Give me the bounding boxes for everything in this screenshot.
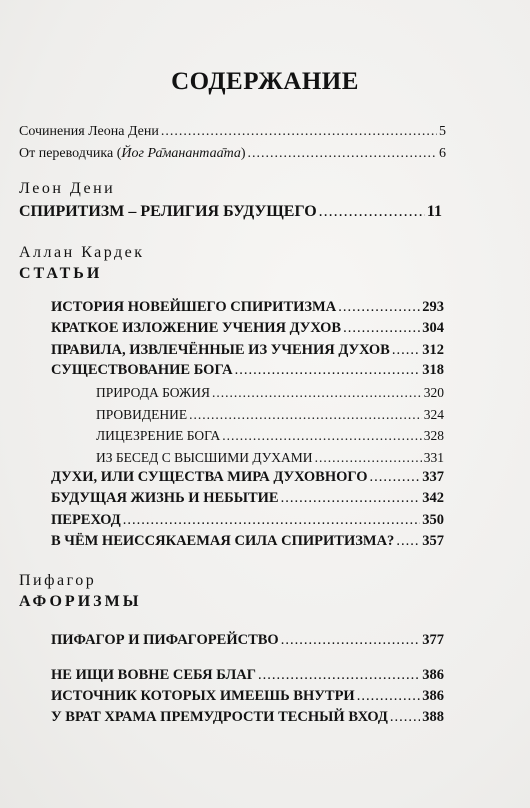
toc-entry-page: 337 [422,469,444,485]
dot-leader [235,362,421,379]
page-title: СОДЕРЖАНИЕ [171,68,359,95]
toc-entry-title: СУЩЕСТВОВАНИЕ БОГА [51,362,233,378]
dot-leader [315,450,422,466]
toc-entry [51,362,444,379]
toc-entry-page: 11 [426,203,442,220]
toc-entry [51,667,444,684]
toc-entry [51,688,444,705]
author-heading: Аллан Кардек [19,244,145,261]
author-heading: Пифагор [19,572,97,589]
toc-entry-page: 377 [422,632,444,648]
toc-entry [51,709,444,726]
toc-entry-title: В ЧЁМ НЕИССЯКАЕМАЯ СИЛА СПИРИТИЗМА? [51,533,395,549]
toc-entry-page: 328 [423,428,444,443]
toc-entry [51,512,444,529]
toc-entry-title: СПИРИТИЗМ – РЕЛИГИЯ БУДУЩЕГО [19,203,317,220]
toc-entry-title: ДУХИ, ИЛИ СУЩЕСТВА МИРА ДУХОВНОГО [51,469,368,485]
section-heading: СТАТЬИ [19,265,103,282]
toc-entry-title: Сочинения Леона Дени [19,124,159,139]
toc-subentry [96,450,444,466]
toc-entry-page: 304 [422,320,444,336]
toc-entry [51,490,444,507]
toc-entry-page: 342 [422,490,444,506]
toc-entry-title: От переводчика (Йог Ра̄манантаа̄та) [19,146,246,161]
toc-entry [51,632,444,649]
toc-entry-page: 6 [439,146,446,161]
toc-entry-title: ПРИРОДА БОЖИЯ [96,385,211,400]
toc-entry-page: 357 [422,533,444,549]
dot-leader [281,490,421,507]
toc-entry-page: 331 [423,450,444,465]
toc-subentry [96,428,444,444]
dot-leader [212,385,422,401]
toc-entry-title: КРАТКОЕ ИЗЛОЖЕНИЕ УЧЕНИЯ ДУХОВ [51,320,342,336]
toc-entry [51,469,444,486]
dot-leader [343,320,420,337]
toc-entry-title: ПЕРЕХОД [51,512,121,528]
toc-entry-title: ИСТОРИЯ НОВЕЙШЕГО СПИРИТИЗМА [51,299,337,315]
dot-leader [189,407,422,423]
toc-entry-title: У ВРАТ ХРАМА ПРЕМУДРОСТИ ТЕСНЫЙ ВХОД [51,709,388,725]
dot-leader [319,203,425,221]
toc-entry-title: ПРАВИЛА, ИЗВЛЕЧЁННЫЕ ИЗ УЧЕНИЯ ДУХОВ [51,342,390,358]
toc-entry-title: ЛИЦЕЗРЕНИЕ БОГА [96,428,221,443]
toc-entry-page: 386 [422,667,444,683]
toc-entry-page: 293 [422,299,444,315]
dot-leader [123,512,421,529]
toc-entry-page: 312 [422,342,444,358]
toc-entry [51,320,444,337]
dot-leader [370,469,421,486]
toc-subentry [96,407,444,423]
dot-leader [338,299,420,316]
dot-leader [357,688,421,705]
toc-entry [19,124,446,140]
toc-entry-page: 324 [423,407,444,422]
toc-entry-title: ИСТОЧНИК КОТОРЫХ ИМЕЕШЬ ВНУТРИ [51,688,355,704]
toc-entry [51,533,444,550]
dot-leader [161,124,437,140]
toc-entry [19,146,446,162]
toc-entry-title: ПИФАГОР И ПИФАГОРЕЙСТВО [51,632,279,648]
translator-name: Йог Ра̄манантаа̄та [121,146,241,161]
toc-entry-title: ПРОВИДЕНИЕ [96,407,188,422]
toc-subentry [96,385,444,401]
toc-entry-page: 386 [422,688,444,704]
dot-leader [258,667,420,684]
toc-entry-page: 5 [439,124,446,139]
toc-entry-title: НЕ ИЩИ ВОВНЕ СЕБЯ БЛАГ [51,667,256,683]
toc-entry [51,299,444,316]
dot-leader [248,146,437,162]
toc-entry [51,342,444,359]
section-heading: АФОРИЗМЫ [19,593,142,610]
toc-entry-title: ИЗ БЕСЕД С ВЫСШИМИ ДУХАМИ [96,450,313,465]
author-heading: Леон Дени [19,180,116,197]
toc-entry-page: 320 [423,385,444,400]
toc-entry-page: 388 [422,709,444,725]
dot-leader [390,709,420,726]
dot-leader [281,632,421,649]
toc-entry-page: 318 [422,362,444,378]
toc-entry-title: БУДУЩАЯ ЖИЗНЬ И НЕБЫТИЕ [51,490,279,506]
dot-leader [392,342,420,359]
dot-leader [396,533,420,550]
dot-leader [222,428,422,444]
toc-entry [19,203,442,221]
toc-entry-page: 350 [422,512,444,528]
